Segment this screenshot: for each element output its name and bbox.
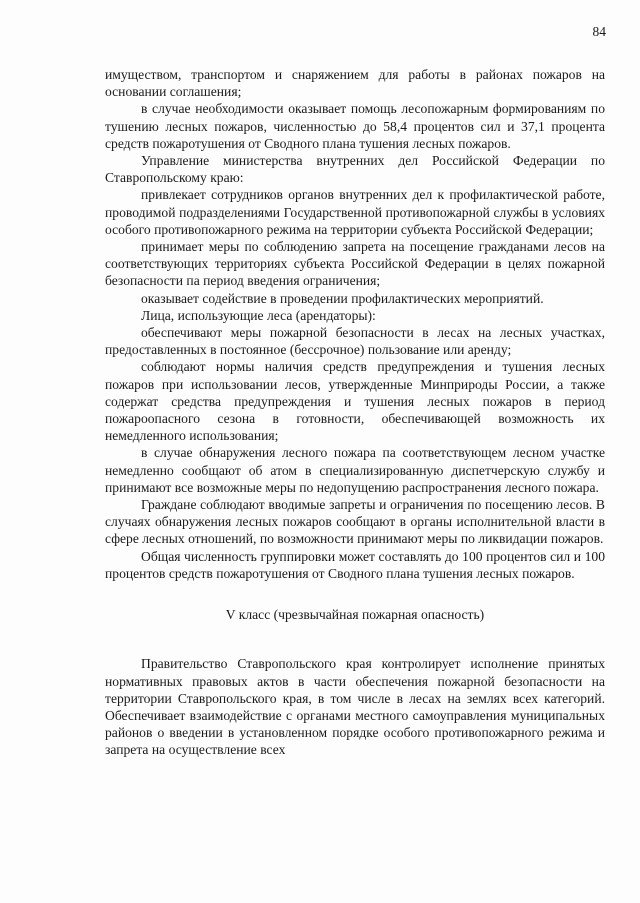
paragraph: Правительство Ставропольского края контролирует исполнение принятых нормативных правовых актов в части обеспечения пожарной безопасности на территории Ставропольского края, в том числе в лесах на землях всех категорий. Обеспечивает взаимодействие с органами местного самоуправления муниципальных районов о введении в установленном порядке особого противопожарного режима и запрета на осуществление всех [105, 656, 605, 758]
paragraph: оказывает содействие в проведении профилактических мероприятий. [141, 290, 544, 306]
paragraph: соблюдают нормы наличия средств предупреждения и тушения лесных пожаров при использовании лесов, утвержденные Минприроды России, а также содержат средства предупреждения и тушения лесных пожаров в период пожароопасного сезона в готовности, обеспечивающей возможность их немедленного использования; [105, 359, 605, 444]
section-heading: V класс (чрезвычайная пожарная опасность) [225, 607, 485, 623]
page-number: 84 [592, 24, 606, 39]
paragraph: обеспечивают меры пожарной безопасности в лесах на лесных участках, предоставленных в постоянное (бессрочное) пользование или аренду; [105, 325, 605, 358]
paragraph: Общая численность группировки может составлять до 100 процентов сил и 100 процентов средств пожаротушения от Сводного плана тушения лесных пожаров. [105, 548, 605, 581]
paragraph: Граждане соблюдают вводимые запреты и ограничения по посещению лесов. В случаях обнаружения лесных пожаров сообщают в органы исполнительной власти в сфере лесных отношений, по возможности принимают меры по ликвидации пожаров. [105, 497, 605, 547]
paragraph: Управление министерства внутренних дел Российской Федерации по Ставропольскому краю: [105, 153, 605, 186]
paragraph: принимает меры по соблюдению запрета на посещение гражданами лесов на соответствующих территориях субъекта Российской Федерации в целях пожарной безопасности па период введения ограничения; [105, 239, 605, 289]
paragraph: Лица, использующие леса (арендаторы): [141, 307, 376, 323]
paragraph: привлекает сотрудников органов внутренних дел к профилактической работе, проводимой подразделениями Государственной противопожарной службы в условиях особого противопожарного режима на территории субъекта Российской Федерации; [105, 187, 605, 237]
body-text [105, 66, 605, 759]
paragraph: имуществом, транспортом и снаряжением для работы в районах пожаров на основании соглашения; [105, 67, 605, 100]
paragraph: в случае обнаружения лесного пожара па соответствующем лесном участке немедленно сообщают об атом в специализированную диспетчерскую службу и принимают все возможные меры по недопущению распространения лесного пожара. [105, 445, 605, 495]
paragraph: в случае необходимости оказывает помощь лесопожарным формированиям по тушению лесных пожаров, численностью до 58,4 процентов сил и 37,1 процента средств пожаротушения от Сводного плана тушения лесных пожаров. [105, 101, 605, 151]
